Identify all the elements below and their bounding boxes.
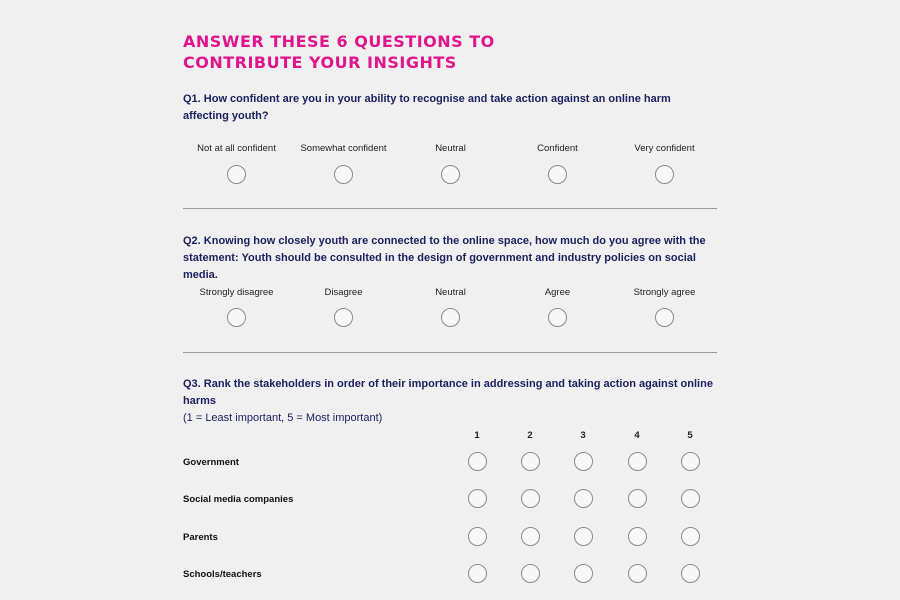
title-line-1: ANSWER THESE 6 QUESTIONS TO — [183, 32, 495, 51]
rank-radio-government-4[interactable] — [628, 452, 647, 471]
row-label-government: Government — [183, 457, 239, 468]
q2-option-label-5: Strongly agree — [633, 287, 696, 298]
rank-column-2: 2 — [527, 430, 533, 441]
rank-radio-government-3[interactable] — [574, 452, 593, 471]
q1-option-label-4: Confident — [537, 143, 578, 154]
divider — [183, 352, 717, 353]
q2-option-label-2: Disagree — [324, 287, 363, 298]
q1-radio-somewhat-confident[interactable] — [334, 165, 353, 184]
q1-radio-not-at-all-confident[interactable] — [227, 165, 246, 184]
rank-radio-parents-2[interactable] — [521, 527, 540, 546]
rank-column-1: 1 — [474, 430, 480, 441]
rank-radio-social-media-2[interactable] — [521, 489, 540, 508]
q3-text — [183, 376, 717, 427]
q2-radio-agree[interactable] — [548, 308, 567, 327]
q2-radio-strongly-disagree[interactable] — [227, 308, 246, 327]
q1-radio-confident[interactable] — [548, 165, 567, 184]
q2-radio-neutral[interactable] — [441, 308, 460, 327]
q3-question: Q3. Rank the stakeholders in order of their importance in addressing and taking action against online harms — [183, 378, 713, 407]
q3-subtext: (1 = Least important, 5 = Most important) — [183, 412, 383, 424]
q1-radio-neutral[interactable] — [441, 165, 460, 184]
rank-radio-schools-2[interactable] — [521, 564, 540, 583]
rank-column-5: 5 — [687, 430, 693, 441]
title-line-2: CONTRIBUTE YOUR INSIGHTS — [183, 53, 457, 72]
q2-option-label-1: Strongly disagree — [199, 287, 274, 298]
rank-column-4: 4 — [634, 430, 640, 441]
rank-radio-parents-4[interactable] — [628, 527, 647, 546]
rank-radio-social-media-4[interactable] — [628, 489, 647, 508]
rank-radio-government-2[interactable] — [521, 452, 540, 471]
q1-text: Q1. How confident are you in your ability to recognise and take action against an online harm affecting youth? — [183, 93, 671, 122]
page-title — [183, 31, 717, 73]
q1-option-label-2: Somewhat confident — [300, 143, 387, 154]
q1-option-label-5: Very confident — [634, 143, 695, 154]
rank-radio-parents-3[interactable] — [574, 527, 593, 546]
row-label-social-media-companies: Social media companies — [183, 494, 294, 505]
row-label-parents: Parents — [183, 532, 218, 543]
q1-option-label-3: Neutral — [435, 143, 466, 154]
row-label-schools-teachers: Schools/teachers — [183, 569, 262, 580]
rank-radio-schools-1[interactable] — [468, 564, 487, 583]
q1-radio-very-confident[interactable] — [655, 165, 674, 184]
rank-radio-government-5[interactable] — [681, 452, 700, 471]
divider — [183, 208, 717, 209]
q2-text: Q2. Knowing how closely youth are connected to the online space, how much do you agree with the statement: Youth should be consulted in the design of government and industry policies on social media. — [183, 235, 706, 281]
rank-radio-government-1[interactable] — [468, 452, 487, 471]
rank-radio-parents-1[interactable] — [468, 527, 487, 546]
rank-radio-social-media-3[interactable] — [574, 489, 593, 508]
rank-radio-parents-5[interactable] — [681, 527, 700, 546]
rank-radio-schools-4[interactable] — [628, 564, 647, 583]
q2-option-label-4: Agree — [544, 287, 571, 298]
rank-radio-schools-3[interactable] — [574, 564, 593, 583]
q2-option-label-3: Neutral — [435, 287, 466, 298]
rank-radio-social-media-5[interactable] — [681, 489, 700, 508]
rank-radio-schools-5[interactable] — [681, 564, 700, 583]
rank-radio-social-media-1[interactable] — [468, 489, 487, 508]
q1-option-label-1: Not at all confident — [197, 143, 276, 154]
q2-radio-strongly-agree[interactable] — [655, 308, 674, 327]
q2-radio-disagree[interactable] — [334, 308, 353, 327]
rank-column-3: 3 — [580, 430, 586, 441]
